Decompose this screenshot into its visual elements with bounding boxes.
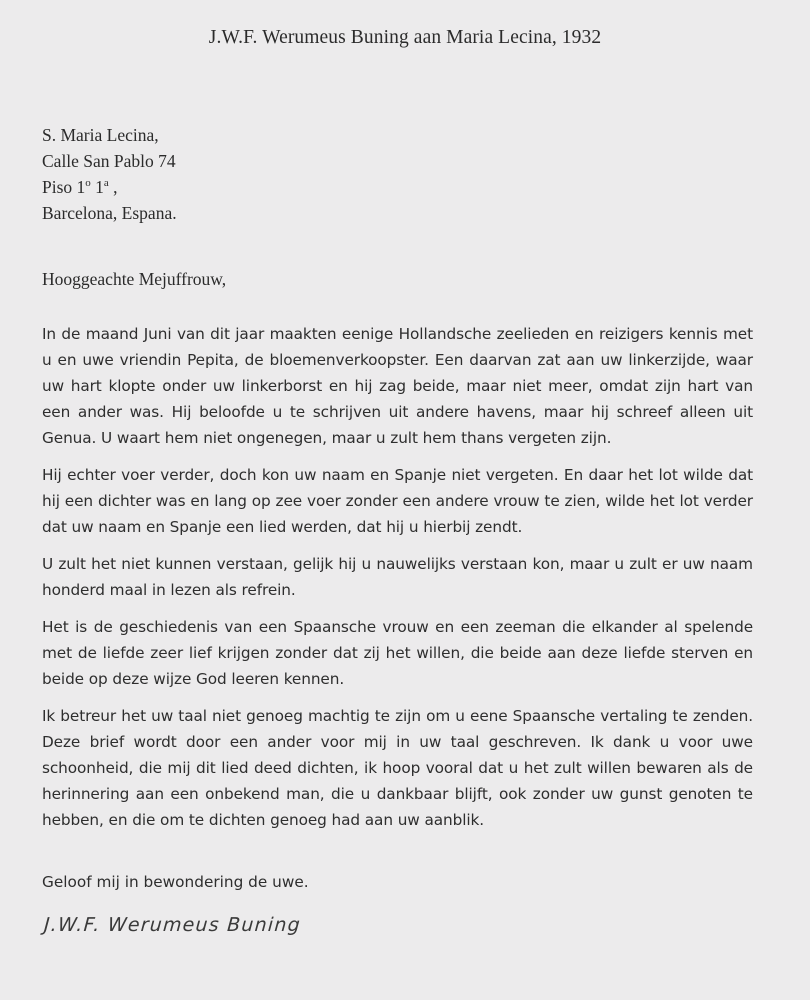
closing-line: Geloof mij in bewondering de uwe. (42, 873, 309, 891)
signature: J.W.F. Werumeus Buning (43, 914, 302, 936)
paragraph: Hij echter voer verder, doch kon uw naam en Spanje niet vergeten. En daar het lot wilde dat hij een dichter was en lang op zee voer zonder een andere vrouw te zien, wilde het lot verder dat uw naam en Spanje een lied werden, dat hij u hierbij zendt. (42, 466, 753, 536)
floor-ordinal-sup: o (85, 177, 91, 189)
floor-prefix: Piso 1 (42, 177, 86, 197)
address-line-street: Calle San Pablo 74 (42, 151, 176, 171)
address-line-name: S. Maria Lecina, (42, 125, 159, 145)
paragraph: In de maand Juni van dit jaar maakten eenige Hollandsche zeelieden en reizigers kennis met u en uwe vriendin Pepita, de bloemenverkoopster. Een daarvan zat aan uw linkerzijde, waar uw hart klopte onder uw linkerborst en hij zag beide, maar niet meer, omdat zijn hart van een ander was. Hij beloofde u te schrijven uit andere havens, maar hij schreef alleen uit Genua. U waart hem niet ongenegen, maar u zult hem thans vergeten zijn. (42, 325, 753, 447)
door-ordinal-sup: a (103, 177, 109, 189)
address-line-floor (42, 174, 177, 200)
salutation: Hooggeachte Mejuffrouw, (42, 269, 227, 289)
paragraph: Ik betreur het uw taal niet genoeg machtig te zijn om u eene Spaansche vertaling te zenden. Deze brief wordt door een ander voor mij in uw taal geschreven. Ik dank u voor uwe schoonheid, die mij dit lied deed dichten, ik hoop vooral dat u het zult willen bewaren als de herinnering aan een onbekend man, die u dankbaar blijft, ook zonder uw gunst genoten te hebben, en die om te dichten genoeg had aan uw aanblik. (42, 707, 753, 829)
address-line-city: Barcelona, Espana. (42, 203, 177, 223)
floor-suffix: , (108, 177, 118, 197)
recipient-address (42, 122, 177, 226)
letter-title: J.W.F. Werumeus Buning aan Maria Lecina, 1932 (208, 27, 602, 48)
floor-middle: 1 (90, 177, 104, 197)
letter-body (42, 321, 753, 844)
paragraph: U zult het niet kunnen verstaan, gelijk hij u nauwelijks verstaan kon, maar u zult er uw naam honderd maal in lezen als refrein. (42, 555, 753, 599)
paragraph: Het is de geschiedenis van een Spaansche vrouw en een zeeman die elkander al spelende met de liefde zeer lief krijgen zonder dat zij het willen, die beide aan deze liefde sterven en beide op deze wijze God leeren kennen. (42, 618, 753, 688)
